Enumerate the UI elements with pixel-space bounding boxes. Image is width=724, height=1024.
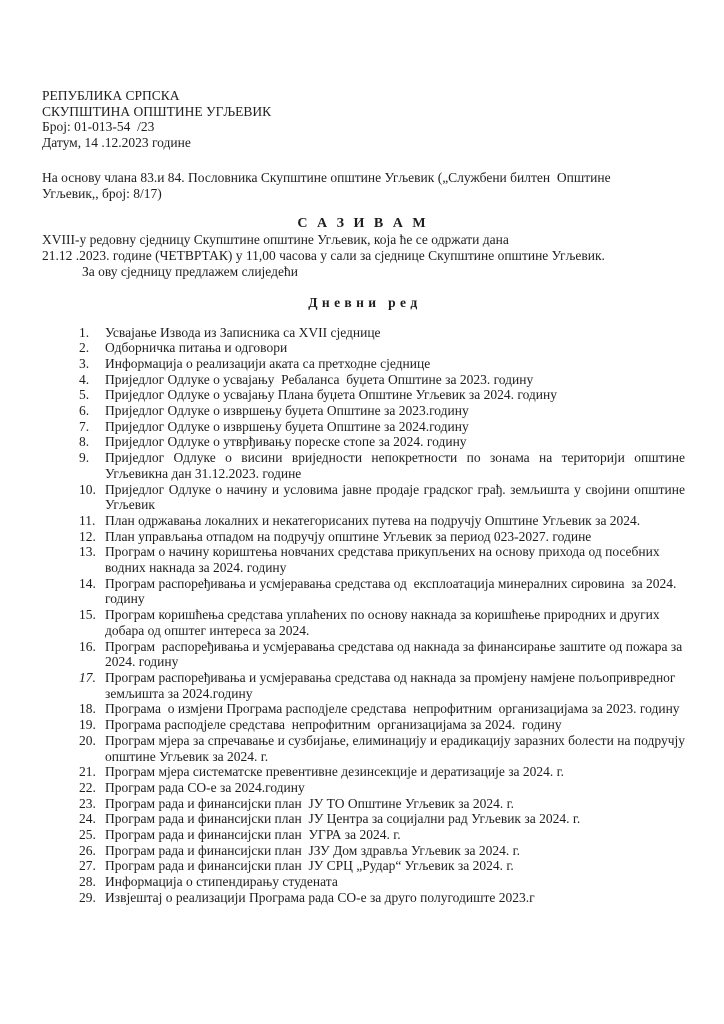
agenda-item-number: 15. [79,607,96,623]
agenda-item-text: Приједлог Одлуке о извршењу буџета Општине за 2023.годину [105,403,469,419]
agenda-item-number: 16. [79,638,96,654]
agenda-item-text: Информација о стипендирању студената [105,874,338,890]
letterhead-assembly: СКУПШТИНА ОПШТИНЕ УГЉЕВИК [42,103,272,119]
agenda-item-text: Приједлог Одлуке о усвајању Ребаланса буџета Општине за 2023. годину [105,371,534,387]
agenda-item-text: Програма расподјеле средстава непрофитним организацијама за 2024. годину [105,717,562,733]
agenda-item-text: Информација о реализацији аката са претходне сједнице [105,355,431,371]
agenda-item [79,796,724,812]
agenda-item-number: 11. [79,512,96,528]
agenda-item-text: Програм распоређивања и усмјеравања средстава од накнада за промјену намјене пољопривредног земљишта за 2024.годину [105,669,679,701]
agenda-item [79,356,724,372]
session-line-1: XVIII-у редовну сједницу Скупштине општине Угљевик, која ће се одржати дана [42,232,509,248]
legal-basis-paragraph: На основу члана 83.и 84. Пословника Скупштине општине Угљевик („Службени билтен Општине Угљевик,, број: 8/17) [42,170,614,201]
agenda-item [79,403,724,419]
agenda-item [79,434,724,450]
agenda-item [79,387,724,403]
agenda-item [79,419,724,435]
agenda-item [79,827,724,843]
session-line-3: За ову сједницу предлажем слиједећи [82,263,298,279]
session-line-2: 21.12 .2023. године (ЧЕТВРТАК) у 11,00 часова у сали за сједнице Скупштине општине Угљевик. [42,248,605,264]
agenda-item [79,890,724,906]
agenda-item-number: 12. [79,528,96,544]
agenda-item-text: Одборничка питања и одговори [105,340,288,356]
agenda-item-text: Програм распоређивања и усмјеравања средстава од накнада за финансирање заштите од пожара за 2024. годину [105,638,686,670]
agenda-item-number: 13. [79,544,96,560]
agenda-item-number: 21. [79,764,96,780]
agenda-item-number: 28. [79,874,96,890]
agenda-item-text: Програм рада и финансијски план ЈУ СРЦ „Рудар“ Угљевик за 2024. г. [105,858,514,874]
agenda-item [79,529,724,545]
agenda-item [79,780,724,796]
agenda-item [79,450,724,481]
agenda-item-text: Програм рада и финансијски план ЈУ Центра за социјални рад Угљевик за 2024. г. [105,811,581,827]
agenda-item-number: 19. [79,717,96,733]
agenda-item-number: 7. [79,418,90,434]
agenda-item [79,513,724,529]
letterhead-republic: РЕПУБЛИКА СРПСКА [42,88,180,103]
agenda-item-text: Програм рада и финансијски план УГРА за 2024. г. [105,827,401,843]
document-title: С А З И В А М [297,216,429,232]
agenda-item-number: 29. [79,889,96,905]
agenda-item-text: План управљања отпадом на подручју општине Угљевик за период 023-2027. године [105,528,592,544]
agenda-item-number: 26. [79,842,96,858]
agenda-item-number: 1. [79,324,90,340]
agenda-item [79,701,724,717]
agenda-item-number: 3. [79,355,90,371]
session-details [42,232,684,279]
agenda-item [79,340,724,356]
agenda-item-number: 10. [79,481,96,497]
agenda-item-number: 24. [79,811,96,827]
agenda-item [79,670,724,701]
agenda-item-number: 2. [79,340,90,356]
agenda-item-number: 27. [79,858,96,874]
agenda-item-text: Програма о измјени Програма расподјеле средстава непрофитним организацијама за 2023. годину [105,701,680,717]
agenda-list [79,325,724,906]
agenda-item [79,811,724,827]
agenda-item-number: 5. [79,387,90,403]
letterhead-date: Датум, 14 .12.2023 године [42,134,191,150]
agenda-item-number: 8. [79,434,90,450]
agenda-item-number: 17. [79,669,96,685]
agenda-item [79,372,724,388]
agenda-item-text: Програм распоређивања и усмјеравања средстава од експлоатација минералних сировина за 2024. годину [105,575,680,607]
agenda-item-number: 18. [79,701,96,717]
agenda-item-number: 6. [79,403,90,419]
agenda-item [79,325,724,341]
agenda-item-text: Програм рада СО-е за 2024.годину [105,779,305,795]
agenda-item-text: Приједлог Одлуке о извршењу буџета Општине за 2024.годину [105,418,469,434]
agenda-item-text: Програм мјера систематске превентивне дезинсекције и дератизације за 2024. г. [105,764,565,780]
agenda-item-text: Приједлог Одлуке о висини вриједности непокретности по зонама на територији општине Угљевикна дан 31.12.2023. године [105,450,689,481]
agenda-item [79,858,724,874]
agenda-item-text: План одржавања локалних и некатегорисаних путева на подручју Општине Угљевик за 2024. [105,512,641,528]
agenda-item-number: 14. [79,575,96,591]
agenda-item-text: Усвајање Извода из Записника са XVII сједнице [105,324,381,340]
agenda-item-text: Приједлог Одлуке о начину и условима јавне продаје градског грађ. земљишта у својини општине Угљевик [105,481,689,513]
agenda-item [79,607,724,638]
agenda-item [79,843,724,859]
agenda-item-number: 9. [79,450,90,466]
agenda-item-number: 4. [79,371,90,387]
agenda-item-number: 20. [79,732,96,748]
letterhead-number: Број: 01-013-54 /23 [42,119,155,134]
agenda-item-text: Програм мјера за спречавање и сузбијање, елиминацију и ерадикацију заразних болести на подручју општине Угљевик за 2024. г. [105,732,689,764]
letterhead [42,88,724,150]
agenda-item-number: 22. [79,779,96,795]
agenda-item-text: Приједлог Одлуке о утврђивању пореске стопе за 2024. годину [105,434,467,450]
agenda-item [79,482,724,513]
agenda-item [79,576,724,607]
agenda-item-text: Програм рада и финансијски план ЈУ ТО Општине Угљевик за 2024. г. [105,795,515,811]
agenda-item-text: Приједлог Одлуке о усвајању Плана буџета Општине Угљевик за 2024. годину [105,387,557,403]
agenda-item-number: 23. [79,795,96,811]
agenda-item [79,639,724,670]
agenda-item-text: Програм о начину кориштења новчаних средстава прикупљених на основу прихода од посебних водних накнада за 2024. годину [105,544,663,576]
agenda-item [79,764,724,780]
agenda-item-number: 25. [79,827,96,843]
agenda-item-text: Програм коришћења средстава уплаћених по основу накнада за коришћење природних и других добара од општег интереса за 2024. [105,607,664,638]
agenda-item-text: Програм рада и финансијски план ЈЗУ Дом здравља Угљевик за 2024. г. [105,842,521,858]
agenda-item-text: Извјештај о реализацији Програма рада СО-е за друго полугодиште 2023.г [105,889,535,905]
agenda-item [79,733,724,764]
agenda-item [79,874,724,890]
agenda-heading: Д н е в н и р е д [308,294,418,310]
agenda-item [79,544,724,575]
agenda-item [79,717,724,733]
